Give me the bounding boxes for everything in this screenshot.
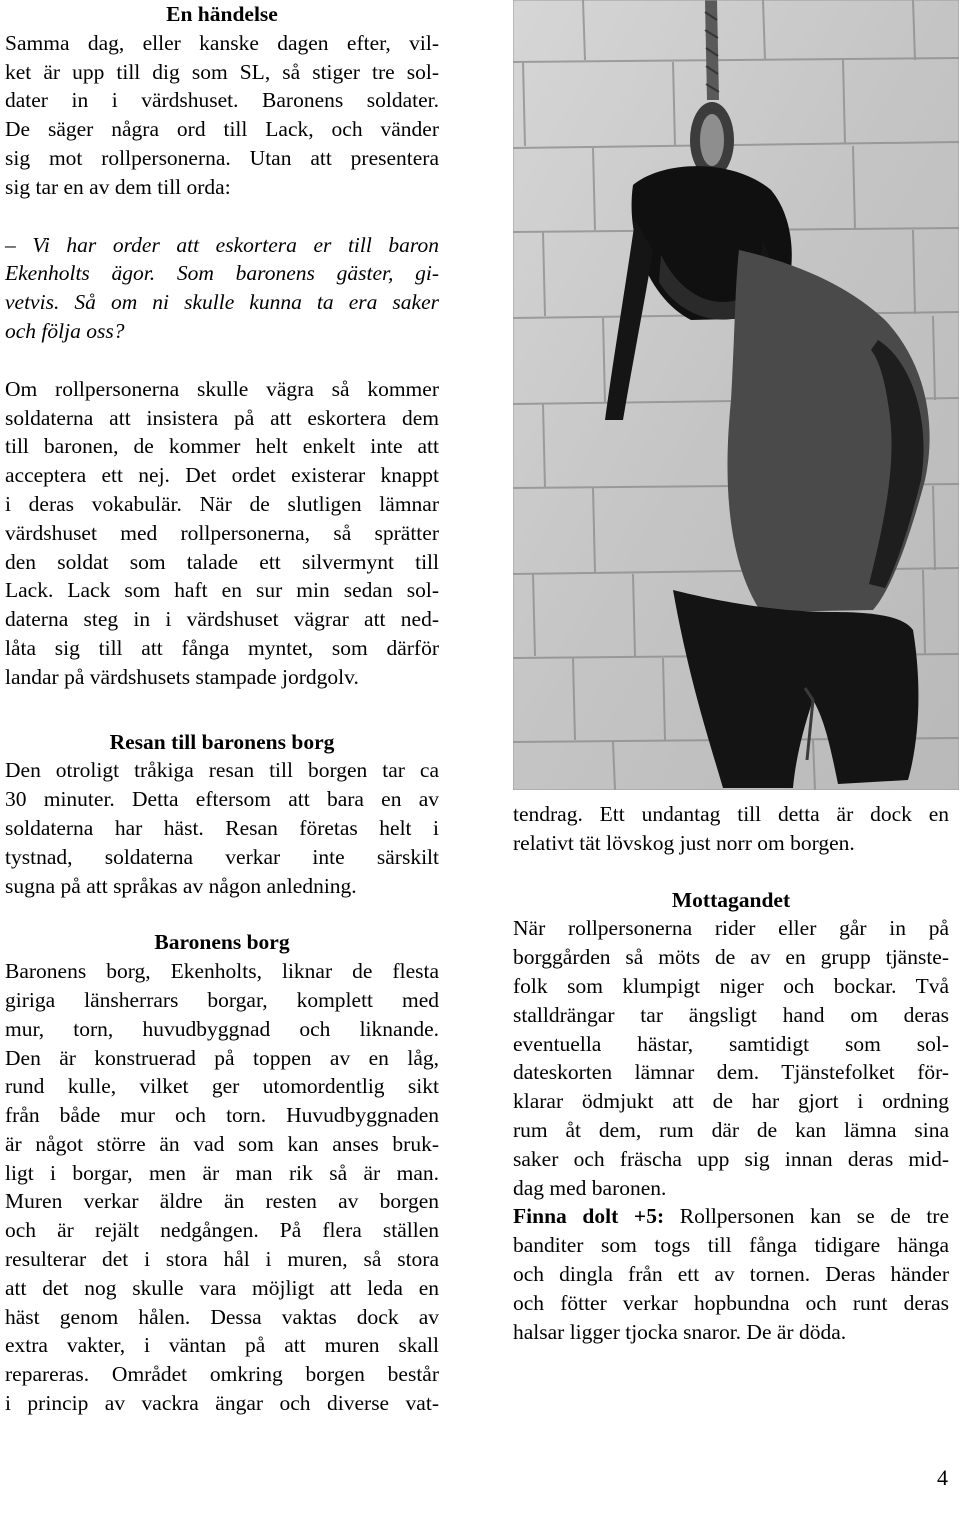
text-line: daterna steg in i värdshuset vägrar att ned- bbox=[5, 607, 439, 632]
finna-dolt-text: Rollpersonen kan se de tre bbox=[664, 1204, 949, 1229]
finna-dolt-label: Finna dolt +5: bbox=[513, 1204, 665, 1229]
text-line: och fötter verkar hopbundna och runt deras bbox=[513, 1290, 949, 1315]
text-line: Lack. Lack som haft en sur min sedan sol- bbox=[5, 578, 439, 603]
text-line: rund kulle, vilket ger utomordentlig sikt bbox=[5, 1074, 439, 1099]
text-line: ligt i borgar, men är man rik så är man. bbox=[5, 1160, 439, 1185]
heading-baronens-borg: Baronens borg bbox=[154, 930, 290, 955]
text-line: låta sig till att fånga myntet, som därför bbox=[5, 635, 439, 660]
text-line: i deras vokabulär. När de slutligen lämnar bbox=[5, 491, 439, 516]
text-line: Om rollpersonerna skulle vägra så kommer bbox=[5, 376, 439, 401]
text-line: tystnad, soldaterna verkar inte särskilt bbox=[5, 844, 439, 869]
right-column bbox=[513, 800, 949, 1346]
text-line: från både mur och torn. Huvudbyggnaden bbox=[5, 1103, 439, 1128]
text-line: och är rejält nedgången. På flera ställen bbox=[5, 1218, 439, 1243]
text-line: Den otroligt tråkiga resan till borgen tar ca bbox=[5, 758, 439, 783]
paragraph-resan bbox=[5, 756, 439, 900]
paragraph-finna-dolt bbox=[513, 1202, 949, 1346]
text-line: sugna på att språkas av någon anledning. bbox=[5, 873, 357, 898]
text-line: stalldrängar tar ängsligt hand om deras bbox=[513, 1002, 949, 1027]
text-line: Samma dag, eller kanske dagen efter, vil- bbox=[5, 30, 439, 55]
text-line: rum åt dem, rum där de kan lämna sina bbox=[513, 1117, 949, 1142]
heading-resan: Resan till baronens borg bbox=[109, 729, 335, 754]
text-line: 30 minuter. Detta eftersom att bara en av bbox=[5, 787, 439, 812]
text-line: acceptera ett nej. Det ordet existerar knappt bbox=[5, 463, 439, 488]
text-line: i princip av vackra ängar och diverse vat- bbox=[5, 1391, 439, 1416]
text-line: tendrag. Ett undantag till detta är dock en bbox=[513, 802, 949, 826]
text-line: klarar ödmjukt att de har gjort i ordning bbox=[513, 1089, 949, 1114]
paragraph-borg bbox=[5, 957, 439, 1418]
text-line: dater in i värdshuset. Baronens soldater. bbox=[5, 88, 439, 113]
page-number: 4 bbox=[937, 1465, 948, 1490]
text-line: soldaterna att insistera på att eskortera dem bbox=[5, 405, 439, 430]
text-line: sig tar en av dem till orda: bbox=[5, 174, 231, 199]
text-line: värdshuset med rollpersonerna, så sprätter bbox=[5, 520, 439, 545]
heading-en-handelse: En händelse bbox=[166, 2, 278, 26]
text-line: De säger några ord till Lack, och vänder bbox=[5, 117, 439, 142]
text-line: mur, torn, huvudbyggnad och liknande. bbox=[5, 1016, 439, 1041]
text-line: eventuella hästar, samtidigt som sol- bbox=[513, 1031, 949, 1056]
text-line: Den är konstruerad på toppen av en låg, bbox=[5, 1045, 439, 1070]
text-line: halsar ligger tjocka snaror. De är döda. bbox=[513, 1319, 847, 1344]
text-line: är något större än vad som kan anses bruk- bbox=[5, 1131, 439, 1156]
text-line: repareras. Området omkring borgen består bbox=[5, 1362, 439, 1387]
text-line: och följa oss? bbox=[5, 318, 125, 343]
text-line: relativt tät lövskog just norr om borgen. bbox=[513, 830, 855, 855]
text-line: ket är upp till dig som SL, så stiger tre sol- bbox=[5, 59, 439, 84]
text-line: borggården så möts de av en grupp tjänste- bbox=[513, 945, 949, 970]
left-column bbox=[5, 0, 439, 1418]
text-line: resulterar det i stora hål i muren, så stora bbox=[5, 1247, 439, 1272]
paragraph-continuation bbox=[513, 800, 949, 858]
finna-dolt-first-line bbox=[513, 1202, 949, 1231]
text-line: saker och fräscha upp sig innan deras mid- bbox=[513, 1146, 949, 1171]
text-line: vetvis. Så om ni skulle kunna ta era saker bbox=[5, 290, 439, 315]
text-line: häst genom hålen. Dessa vaktas dock av bbox=[5, 1304, 439, 1329]
text-line: och dingla från ett av tornen. Deras händer bbox=[513, 1261, 949, 1286]
text-line: landar på värdshusets stampade jordgolv. bbox=[5, 664, 359, 689]
text-line: extra vakter, i väntan på att muren skall bbox=[5, 1333, 439, 1358]
text-line: den soldat som talade ett silvermynt till bbox=[5, 549, 439, 574]
paragraph-refusal bbox=[5, 375, 439, 692]
text-line: till baronen, de kommer helt enkelt inte att bbox=[5, 434, 439, 459]
text-line: När rollpersonerna rider eller går in på bbox=[513, 916, 949, 941]
text-line: soldaterna har häst. Resan företas helt i bbox=[5, 815, 439, 840]
text-line: dag med baronen. bbox=[513, 1175, 667, 1200]
text-line: Muren verkar äldre än resten av borgen bbox=[5, 1189, 439, 1214]
text-line: folk som klumpigt niger och bockar. Två bbox=[513, 973, 949, 998]
text-line: Baronens borg, Ekenholts, liknar de flesta bbox=[5, 959, 439, 984]
paragraph-intro bbox=[5, 29, 439, 202]
text-line: att det nog skulle vara möjligt att leda en bbox=[5, 1275, 439, 1300]
text-line: sig mot rollpersonerna. Utan att presentera bbox=[5, 145, 439, 170]
hanged-figure-illustration bbox=[513, 0, 959, 790]
text-line: dateskorten lämnar dem. Tjänstefolket för- bbox=[513, 1060, 949, 1085]
text-line: giriga länsherrars borgar, komplett med bbox=[5, 987, 439, 1012]
quote-paragraph bbox=[5, 231, 439, 346]
paragraph-mottagandet bbox=[513, 914, 949, 1202]
text-line: – Vi har order att eskortera er till baron bbox=[5, 232, 439, 257]
heading-mottagandet: Mottagandet bbox=[671, 887, 791, 912]
text-line: Ekenholts ägor. Som baronens gäster, gi- bbox=[5, 261, 439, 286]
text-line: banditer som togs till fånga tidigare hänga bbox=[513, 1233, 949, 1258]
